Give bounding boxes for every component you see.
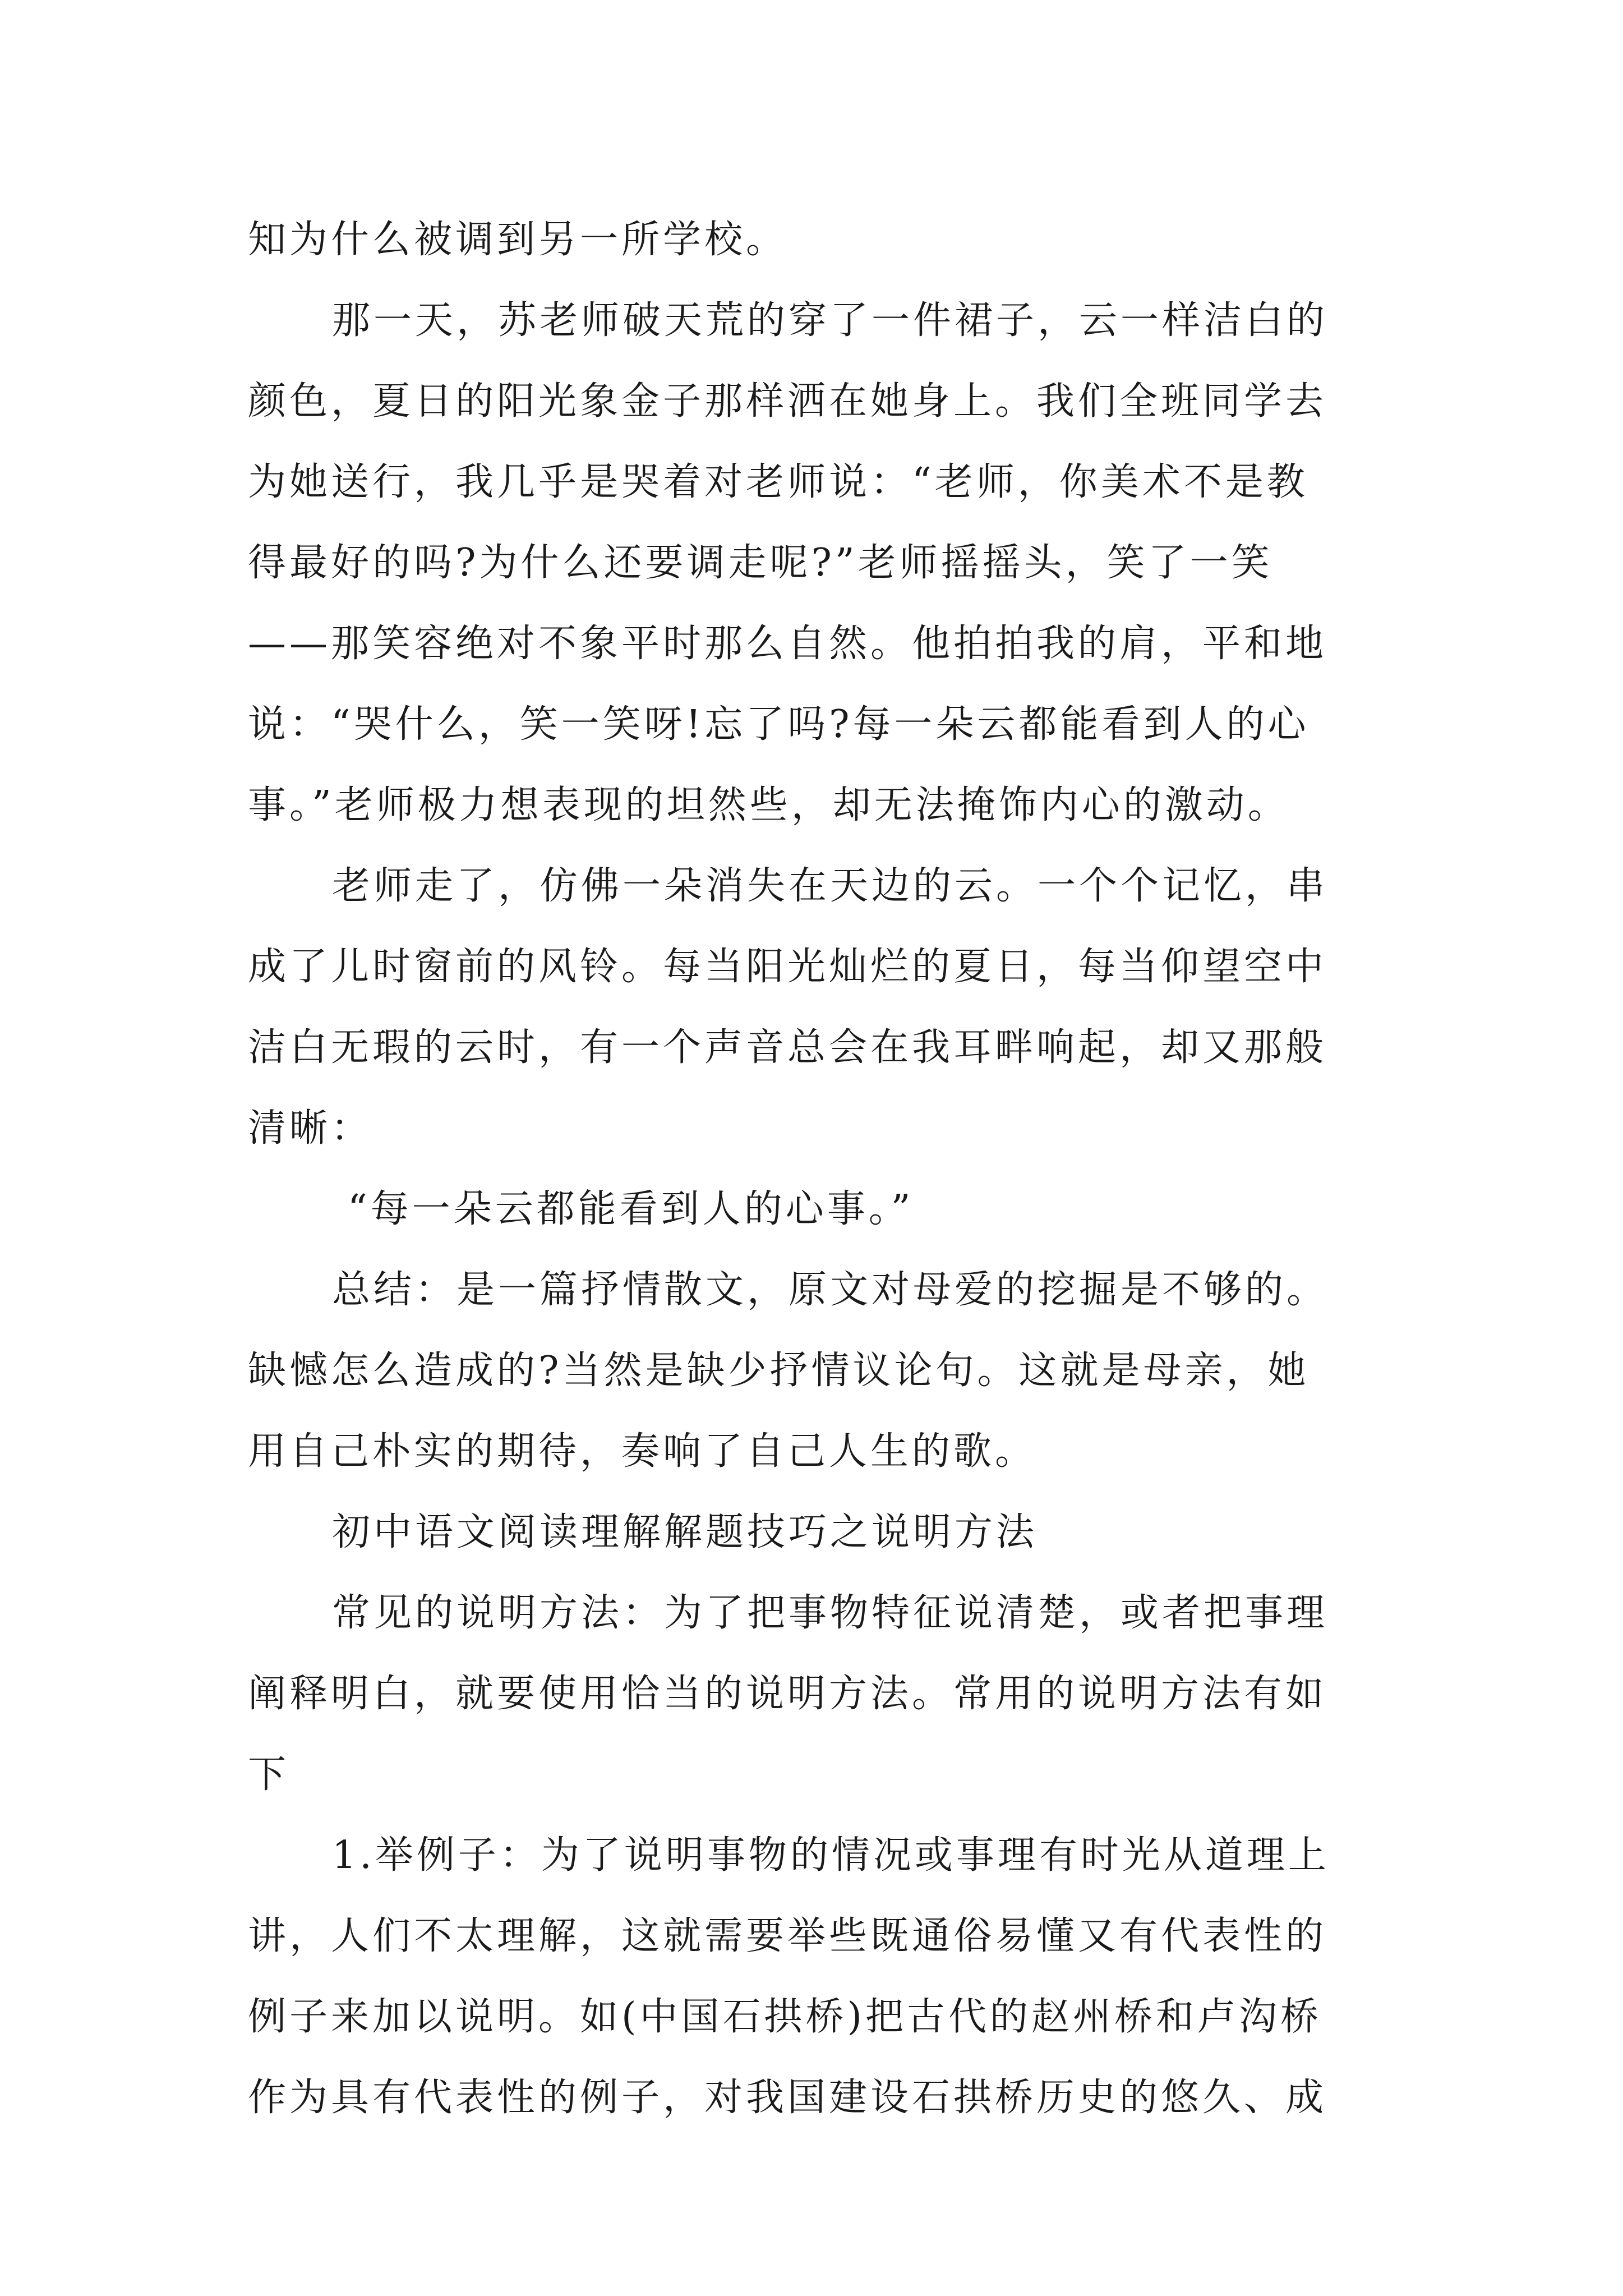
text-line: 用自己朴实的期待，奏响了自己人生的歌。 [248, 1429, 1037, 1474]
document-body [248, 200, 1392, 2138]
paragraph-start-line: 老师走了，仿佛一朵消失在天边的云。一个个记忆，串 [332, 864, 1329, 908]
text-line: 成了儿时窗前的风铃。每当阳光灿烂的夏日，每当仰望空中 [248, 945, 1327, 989]
text-line: 说：“哭什么，笑一笑呀!忘了吗?每一朵云都能看到人的心 [248, 702, 1310, 747]
paragraph-start-line: 总结：是一篇抒情散文，原文对母爱的挖掘是不够的。 [332, 1268, 1329, 1312]
text-line: 知为什么被调到另一所学校。 [248, 218, 788, 262]
text-line: 例子来加以说明。如(中国石拱桥)把古代的赵州桥和卢沟桥 [248, 1995, 1322, 2039]
text-line: 阐释明白，就要使用恰当的说明方法。常用的说明方法有如 [248, 1672, 1327, 1716]
text-line: 事。”老师极力想表现的坦然些，却无法掩饰内心的激动。 [248, 783, 1289, 827]
quote-line: “每一朵云都能看到人的心事。” [348, 1187, 914, 1231]
text-line: 得最好的吗?为什么还要调走呢?”老师摇摇头，笑了一笑 [248, 541, 1273, 585]
text-line: 下 [248, 1752, 290, 1797]
text-line: 洁白无瑕的云时，有一个声音总会在我耳畔响起，却又那般 [248, 1025, 1327, 1070]
text-line: 为她送行，我几乎是哭着对老师说：“老师，你美术不是教 [248, 460, 1308, 504]
paragraph-start-line: 常见的说明方法：为了把事物特征说清楚，或者把事理 [332, 1591, 1329, 1635]
text-line: 作为具有代表性的例子，对我国建设石拱桥历史的悠久、成 [248, 2076, 1327, 2120]
text-line: 讲，人们不太理解，这就需要举些既通俗易懂又有代表性的 [248, 1914, 1327, 1958]
text-line: 颜色，夏日的阳光象金子那样洒在她身上。我们全班同学去 [248, 379, 1327, 424]
section-heading: 初中语文阅读理解解题技巧之说明方法 [332, 1510, 1038, 1554]
paragraph-start-line: 1.举例子：为了说明事物的情况或事理有时光从道理上 [332, 1833, 1330, 1878]
paragraph-start-line: 那一天，苏老师破天荒的穿了一件裙子，云一样洁白的 [332, 298, 1329, 343]
text-line: 缺憾怎么造成的?当然是缺少抒情议论句。这就是母亲，她 [248, 1349, 1310, 1393]
text-line: ——那笑容绝对不象平时那么自然。他拍拍我的肩，平和地 [248, 622, 1327, 666]
text-line: 清晰： [248, 1106, 373, 1151]
